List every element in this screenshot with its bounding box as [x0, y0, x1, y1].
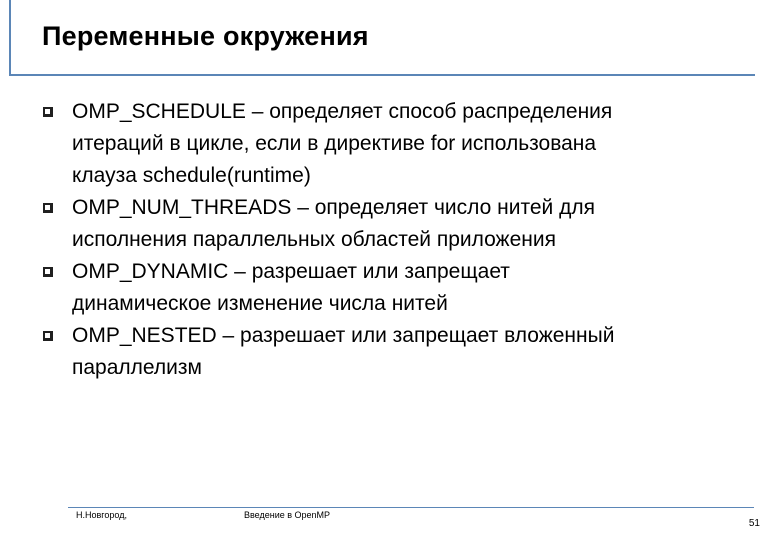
- square-bullet-icon: [43, 267, 53, 277]
- bullet-line: OMP_DYNAMIC – разрешает или запрещает: [72, 260, 510, 283]
- bullet-item-omp-schedule: [42, 96, 742, 192]
- bullet-item-omp-num-threads: [42, 192, 742, 256]
- bullet-line: OMP_NESTED – разрешает или запрещает вложенный: [72, 324, 615, 347]
- bullet-line: исполнения параллельных областей приложения: [72, 228, 556, 251]
- bullet-line: клауза schedule(runtime): [72, 164, 311, 187]
- square-bullet-icon: [43, 107, 53, 117]
- square-bullet-icon: [43, 331, 53, 341]
- footer-course-title: Введение в OpenMP: [244, 510, 331, 520]
- bullet-line: OMP_NUM_THREADS – определяет число нитей для: [72, 196, 595, 219]
- slide-title: Переменные окружения: [42, 21, 369, 51]
- bullet-item-omp-nested: [42, 320, 742, 384]
- footer-divider: [68, 507, 754, 508]
- bullet-line: параллелизм: [72, 356, 202, 379]
- page-number: 51: [748, 518, 760, 529]
- title-accent-vertical-line: [9, 0, 11, 75]
- bullet-line: итераций в цикле, если в директиве for использована: [72, 132, 597, 155]
- bullet-list: [42, 96, 742, 384]
- square-bullet-icon: [43, 203, 53, 213]
- bullet-line: динамическое изменение числа нитей: [72, 292, 448, 315]
- title-accent-horizontal-line: [9, 74, 755, 76]
- bullet-line: OMP_SCHEDULE – определяет способ распределения: [72, 100, 613, 123]
- footer-location: Н.Новгород,: [76, 510, 127, 520]
- bullet-item-omp-dynamic: [42, 256, 742, 320]
